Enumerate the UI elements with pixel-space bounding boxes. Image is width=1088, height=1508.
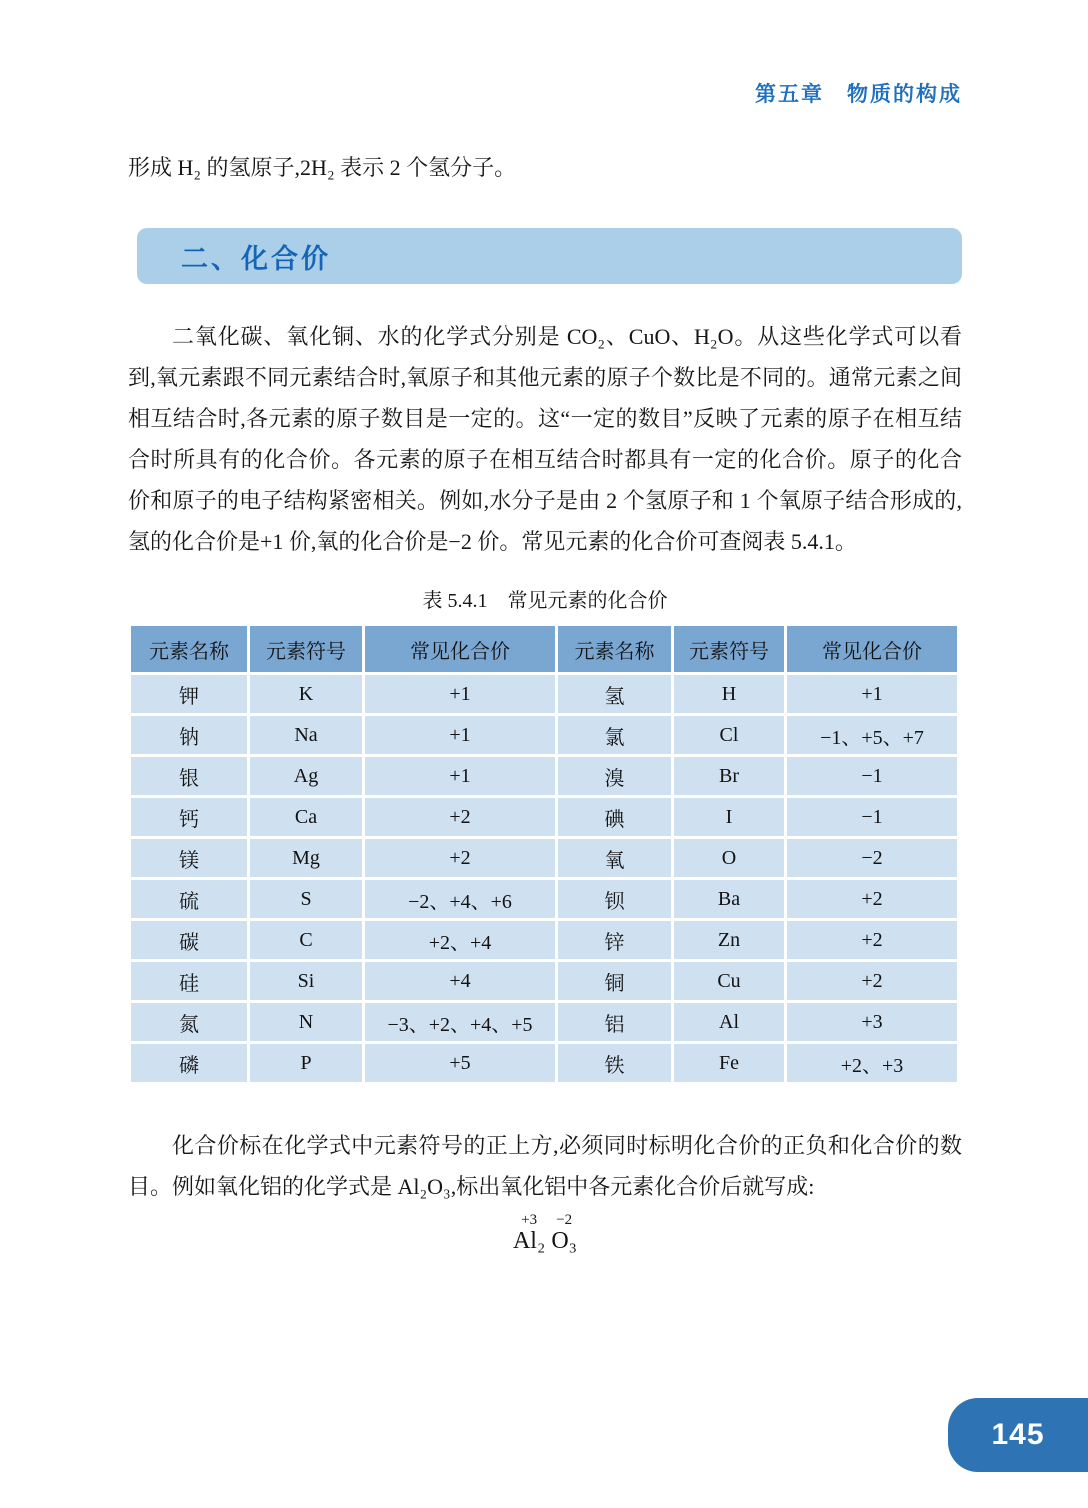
table-row bbox=[131, 798, 957, 836]
valence-table bbox=[128, 623, 960, 1085]
table-cell: 铜 bbox=[558, 962, 671, 1000]
formula-o-group bbox=[551, 1213, 577, 1254]
page-number: 145 bbox=[991, 1418, 1045, 1451]
formula-al-base: Al₂ bbox=[512, 1227, 546, 1254]
table-caption: 表 5.4.1 常见元素的化合价 bbox=[422, 590, 668, 612]
paragraph-valence-intro: 二氧化碳、氧化铜、水的化学式分别是 CO₂、CuO、H₂O。从这些化学式可以看到,氧元素跟不同元素结合时,氧原子和其他元素的原子个数比是不同的。通常元素之间相互结合时,各元素的原子数目是一定的。这“一定的数目”反映了元素的原子在相互结合时所具有的化合价。各元素的原子在相互结合时都具有一定的化合价。原子的化合价和原子的电子结构紧密相关。例如,水分子是由 2 个氢原子和 1 个氧原子结合形成的,氢的化合价是+1 价,氧的化合价是−2 价。常见元素的化合价可查阅表 5.4.1。 bbox=[128, 324, 962, 554]
table-cell: −1、+5、+7 bbox=[787, 716, 957, 754]
table-cell: 铝 bbox=[558, 1003, 671, 1041]
table-cell: 磷 bbox=[131, 1044, 247, 1082]
table-cell: Si bbox=[250, 962, 362, 1000]
section-title-bar bbox=[137, 228, 962, 284]
table-row bbox=[131, 757, 957, 795]
table-row bbox=[131, 675, 957, 713]
table-cell: K bbox=[250, 675, 362, 713]
table-cell: N bbox=[250, 1003, 362, 1041]
valence-table-body bbox=[131, 675, 957, 1082]
table-cell: +3 bbox=[787, 1003, 957, 1041]
table-cell: +4 bbox=[365, 962, 555, 1000]
table-cell: Fe bbox=[674, 1044, 784, 1082]
table-cell: +2 bbox=[787, 880, 957, 918]
table-cell: Na bbox=[250, 716, 362, 754]
column-header: 常见化合价 bbox=[365, 626, 555, 672]
column-header: 元素符号 bbox=[674, 626, 784, 672]
table-cell: 氮 bbox=[131, 1003, 247, 1041]
table-cell: +1 bbox=[365, 757, 555, 795]
table-cell: +2、+3 bbox=[787, 1044, 957, 1082]
formula-al-valence: +3 bbox=[521, 1212, 538, 1228]
table-cell: 镁 bbox=[131, 839, 247, 877]
table-cell: Cl bbox=[674, 716, 784, 754]
table-cell: Ag bbox=[250, 757, 362, 795]
table-cell: 钾 bbox=[131, 675, 247, 713]
table-cell: −2 bbox=[787, 839, 957, 877]
table-cell: +1 bbox=[365, 716, 555, 754]
paragraph-valence-notation: 化合价标在化学式中元素符号的正上方,必须同时标明化合价的正负和化合价的数目。例如氧化铝的化学式是 Al₂O₃,标出氧化铝中各元素化合价后就写成: bbox=[128, 1133, 962, 1199]
table-cell: −1 bbox=[787, 798, 957, 836]
table-cell: Br bbox=[674, 757, 784, 795]
table-cell: 碳 bbox=[131, 921, 247, 959]
formula-al-group bbox=[513, 1213, 545, 1254]
table-cell: Mg bbox=[250, 839, 362, 877]
column-header: 常见化合价 bbox=[787, 626, 957, 672]
table-cell: 锌 bbox=[558, 921, 671, 959]
table-cell: 溴 bbox=[558, 757, 671, 795]
column-header: 元素符号 bbox=[250, 626, 362, 672]
table-cell: I bbox=[674, 798, 784, 836]
table-cell: 银 bbox=[131, 757, 247, 795]
page-content bbox=[0, 78, 1088, 1254]
formula-o-base: O₃ bbox=[551, 1227, 578, 1254]
chapter-header: 第五章 物质的构成 bbox=[755, 83, 962, 106]
table-cell: +1 bbox=[365, 675, 555, 713]
table-cell: O bbox=[674, 839, 784, 877]
column-header: 元素名称 bbox=[131, 626, 247, 672]
table-cell: +2 bbox=[365, 839, 555, 877]
table-cell: +2、+4 bbox=[365, 921, 555, 959]
table-cell: Cu bbox=[674, 962, 784, 1000]
table-cell: Ba bbox=[674, 880, 784, 918]
table-row bbox=[131, 716, 957, 754]
table-cell: Al bbox=[674, 1003, 784, 1041]
table-cell: 钠 bbox=[131, 716, 247, 754]
table-cell: Zn bbox=[674, 921, 784, 959]
table-cell: S bbox=[250, 880, 362, 918]
table-cell: 硫 bbox=[131, 880, 247, 918]
table-cell: 氢 bbox=[558, 675, 671, 713]
table-cell: +2 bbox=[787, 921, 957, 959]
table-row bbox=[131, 880, 957, 918]
table-cell: C bbox=[250, 921, 362, 959]
table-row bbox=[131, 1044, 957, 1082]
column-header: 元素名称 bbox=[558, 626, 671, 672]
table-cell: 钙 bbox=[131, 798, 247, 836]
table-cell: 硅 bbox=[131, 962, 247, 1000]
table-row bbox=[131, 921, 957, 959]
table-cell: P bbox=[250, 1044, 362, 1082]
valence-table-head bbox=[131, 626, 957, 672]
table-cell: 氯 bbox=[558, 716, 671, 754]
section-title: 二、化合价 bbox=[181, 243, 331, 274]
table-row bbox=[131, 962, 957, 1000]
table-cell: +2 bbox=[365, 798, 555, 836]
table-cell: H bbox=[674, 675, 784, 713]
table-cell: Ca bbox=[250, 798, 362, 836]
table-cell: +2 bbox=[787, 962, 957, 1000]
page-number-badge bbox=[948, 1398, 1088, 1472]
valence-formula bbox=[128, 1211, 962, 1254]
table-cell: −3、+2、+4、+5 bbox=[365, 1003, 555, 1041]
table-cell: +5 bbox=[365, 1044, 555, 1082]
table-cell: 铁 bbox=[558, 1044, 671, 1082]
formula-o-valence: −2 bbox=[556, 1212, 573, 1228]
table-cell: 氧 bbox=[558, 839, 671, 877]
table-cell: −2、+4、+6 bbox=[365, 880, 555, 918]
table-row bbox=[131, 1003, 957, 1041]
table-header-row bbox=[131, 626, 957, 672]
table-row bbox=[131, 839, 957, 877]
table-cell: −1 bbox=[787, 757, 957, 795]
table-cell: +1 bbox=[787, 675, 957, 713]
intro-line: 形成 H₂ 的氢原子,2H₂ 表示 2 个氢分子。 bbox=[128, 155, 517, 180]
table-cell: 钡 bbox=[558, 880, 671, 918]
table-cell: 碘 bbox=[558, 798, 671, 836]
